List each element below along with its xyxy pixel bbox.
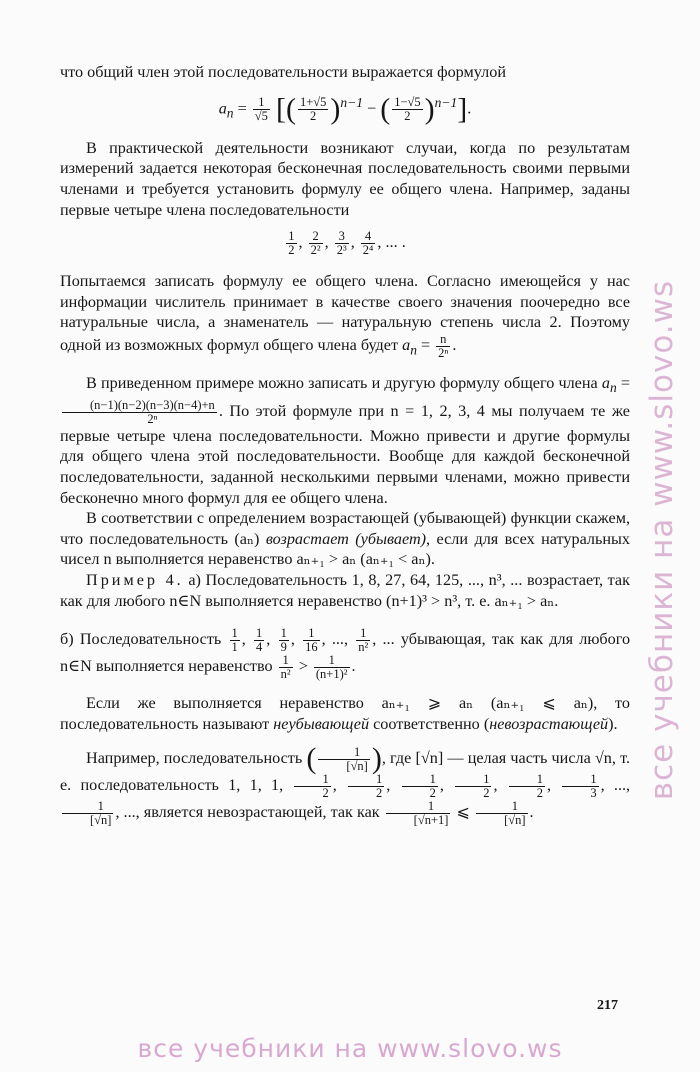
inequality-fraction: $\frac{1}{\text{n²}}$ <box>280 653 291 682</box>
seq3-term: $\frac{1}{2}$ <box>348 773 384 800</box>
paragraph-2: В практической деятельности возникают случаи, когда по результатам измерений задается некоторая бесконечная последовательность своими первыми членами и требуется установить формулу ее общего члена. Например, заданы первые четыре члена последовательности <box>60 138 630 219</box>
seq1-term: $\frac{4}{\text{2⁴}}$ <box>362 229 374 258</box>
seq2-term: $\frac{1}{1}$ <box>231 626 238 655</box>
seq3-term: $\frac{1}{2}$ <box>455 773 491 800</box>
seq1-term: $\frac{3}{\text{2³}}$ <box>336 229 347 258</box>
formula-alt-general-term: $\frac{(n-1)(n-2)(n-3)(n-4)+n}{\text{2ⁿ}}$ <box>62 399 217 426</box>
formula-fraction: $\frac{1}{√5}$ <box>254 94 268 123</box>
paragraph-4: В приведенном примере можно записать и другую формулу общего члена $a_n$ = $\frac{(n-1)(n-2)(n-3)(n-4)+n}{\text{2ⁿ}}$ . По этой формуле при n = 1, 2, 3, 4 мы получаем те же первые четыре члена последовательности. Можно привести и другие формулы для общего члена этой последовательности. Вообще для каждой бесконечной последовательности, заданной несколькими первыми членами, можно привести бесконечно много формул для ее общего члена. <box>60 374 630 507</box>
paragraph-7: Например, последовательность ( $\frac{1}{[√n]}$ ), где [√n] — целая часть числа √n, т. е. последовательность 1, 1, 1, $\frac{1}{2}$ , $\frac{1}{2}$ , $\frac{1}{2}$ , $\frac{1}{2}$ , $\frac{1}{2}$ , $\frac{1}{3}$ , ..., $\frac{1}{[√n]}$ , ..., является невозрастающей, так как $\frac{1}{[√n+1]}$ ⩽ $\frac{1}{[√n]}$ . <box>60 742 631 828</box>
page-number: 217 <box>597 998 618 1013</box>
seq3-term: $\frac{1}{2}$ <box>509 773 545 800</box>
seq3-term: $\frac{1}{2}$ <box>402 773 438 800</box>
seq2-term: $\frac{1}{\text{n²}}$ <box>358 626 369 655</box>
example-4b: б) Последовательность $\frac{1}{1}$ , $\frac{1}{4}$ , $\frac{1}{9}$ , $\frac{1}{16}$ , ..., $\frac{1}{\text{n²}}$ , ... убывающая, так как для любого n∈N выполняется неравенство $\frac{1}{\text{n²}}$ > $\frac{1}{\text{(n+1)²}}$ . <box>60 626 631 682</box>
watermark-side: все учебники на www.slovo.ws <box>644 279 680 801</box>
inequality-fraction: $\frac{1}{\text{(n+1)²}}$ <box>315 653 348 682</box>
paragraph-3: Попытаемся записать формулу ее общего члена. Согласно имеющейся у нас информации числитель принимает в качестве своего значения поочередно все натуральные числа, а знаменатель — натуральную степень числа 2. Поэтому одной из возможных формул общего члена будет $a_n$ = $\frac{n}{\text{2ⁿ}}$ . <box>60 272 630 360</box>
formula-n-over-2n: $\frac{n}{\text{2ⁿ}}$ <box>438 331 449 360</box>
seq3-term: $\frac{1}{[√n]}$ <box>62 800 113 827</box>
example-4: Пример 4. а) Последовательность 1, 8, 27, 64, 125, ..., n³, ... возрастает, так как для любого n∈N выполняется неравенство (n+1)³ > n³, т. е. aₙ₊₁ > aₙ. <box>60 571 630 610</box>
seq3-term: $\frac{1}{2}$ <box>294 773 330 800</box>
example-label: Пример 4. <box>86 571 184 589</box>
paragraph-1: что общий член этой последовательности выражается формулой <box>60 63 506 81</box>
sequence-1: $\frac{1}{2}$ , $\frac{2}{\text{2²}}$ , $\frac{3}{\text{2³}}$ , $\frac{4}{\text{2⁴}}$ , ... . <box>288 229 406 258</box>
formula-general-term: $a_n$ = $\frac{1}{√5}$ [( $\frac{1+√5}{2}$ )$^{n-1}$ − ( $\frac{1-√5}{2}$ )$^{n-1}$]. <box>218 91 472 125</box>
seq2-term: $\frac{1}{4}$ <box>256 626 263 655</box>
paragraph-5: В соответствии с определением возрастающей (убывающей) функции скажем, что последовательность (aₙ) возрастает (убывает), если для всех натуральных чисел n выполняется неравенство aₙ₊₁ > aₙ (aₙ₊₁ < aₙ). <box>60 509 630 569</box>
inequality-fraction: $\frac{1}{[√n+1]}$ <box>386 800 451 827</box>
seq3-term: $\frac{1}{3}$ <box>562 773 598 800</box>
seq2-term: $\frac{1}{16}$ <box>305 626 318 655</box>
inequality-fraction: $\frac{1}{[√n]}$ <box>476 800 527 827</box>
seq2-term: $\frac{1}{9}$ <box>280 626 287 655</box>
watermark-bottom: все учебники на www.slovo.ws <box>137 1034 563 1063</box>
formula-floor-sqrt: $\frac{1}{[√n]}$ <box>318 746 369 773</box>
seq1-term: $\frac{1}{2}$ <box>288 229 295 258</box>
seq1-term: $\frac{2}{\text{2²}}$ <box>310 229 321 258</box>
paragraph-6: Если же выполняется неравенство aₙ₊₁ ⩾ aₙ (aₙ₊₁ ⩽ aₙ), то последовательность называют неубывающей соответственно (невозрастающей). <box>60 694 630 733</box>
page-content <box>60 62 630 827</box>
